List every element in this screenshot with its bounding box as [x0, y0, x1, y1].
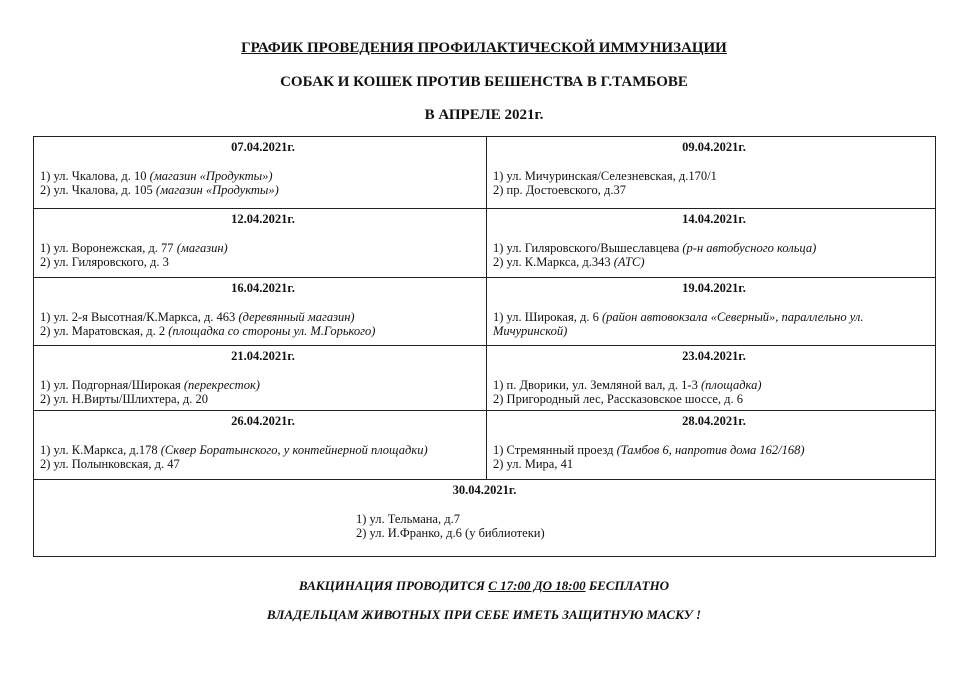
schedule-address: [40, 443, 486, 457]
address-note: (перекресток): [183, 378, 260, 392]
schedule-cell: [34, 278, 487, 346]
address-note: (магазин «Продукты»): [155, 183, 279, 197]
schedule-address: [493, 169, 935, 183]
schedule-date: 21.04.2021г.: [231, 349, 295, 363]
address-note: (деревянный магазин): [238, 310, 355, 324]
document-title: ГРАФИК ПРОВЕДЕНИЯ ПРОФИЛАКТИЧЕСКОЙ ИММУНИЗАЦИИ: [241, 40, 727, 56]
address-text: 2) ул. Чкалова, д. 105: [40, 183, 156, 197]
address-note: (магазин «Продукты»): [149, 169, 273, 183]
address-text: 1) ул. Воронежская, д. 77: [40, 241, 177, 255]
address-text: 2) ул. Гиляровского, д. 3: [40, 255, 169, 269]
schedule-date: 07.04.2021г.: [231, 140, 295, 154]
address-text: 2) Пригородный лес, Рассказовское шоссе, д. 6: [493, 392, 743, 406]
address-text: 1) ул. Чкалова, д. 10: [40, 169, 150, 183]
schedule-address: [493, 392, 935, 406]
schedule-address: [493, 443, 935, 457]
schedule-address: [40, 169, 486, 183]
schedule-date: 30.04.2021г.: [452, 483, 517, 497]
schedule-cell: [34, 209, 487, 278]
address-text: 2) ул. Мира, 41: [493, 457, 574, 471]
address-text: 2) ул. К.Маркса, д.343: [493, 255, 614, 269]
address-text: 2) ул. И.Франко, д.6 (у библиотеки): [356, 526, 545, 540]
document-subtitle: СОБАК И КОШЕК ПРОТИВ БЕШЕНСТВА В Г.ТАМБОВЕ: [280, 74, 688, 90]
address-text: 2) ул. Полынковская, д. 47: [40, 457, 180, 471]
address-note: (площадка со стороны ул. М.Горького): [168, 324, 376, 338]
address-text: 1) ул. Подгорная/Широкая: [40, 378, 184, 392]
schedule-address: [493, 378, 935, 392]
address-note: (площадка): [700, 378, 762, 392]
vaccination-time-note: [0, 578, 968, 594]
address-text: 2) ул. Н.Вирты/Шлихтера, д. 20: [40, 392, 208, 406]
schedule-cell: [487, 209, 936, 278]
schedule-cell: [34, 480, 936, 557]
schedule-address: [356, 512, 935, 526]
schedule-cell: [34, 411, 487, 480]
schedule-address: [40, 392, 486, 406]
address-text: 1) Стремянный проезд: [493, 443, 617, 457]
schedule-address: [493, 241, 935, 255]
schedule-row: [34, 480, 936, 557]
document-month: В АПРЕЛЕ 2021г.: [424, 107, 544, 123]
address-text: 1) ул. 2-я Высотная/К.Маркса, д. 463: [40, 310, 239, 324]
schedule-date: 26.04.2021г.: [231, 414, 295, 428]
schedule-row: [34, 137, 936, 209]
address-text: 1) ул. К.Маркса, д.178: [40, 443, 161, 457]
address-text: 1) ул. Мичуринская/Селезневская, д.170/1: [493, 169, 717, 183]
footer-note-prefix: ВАКЦИНАЦИЯ ПРОВОДИТСЯ: [298, 578, 489, 593]
footer-note-suffix: БЕСПЛАТНО: [585, 578, 670, 593]
schedule-address: [40, 310, 486, 324]
address-text: 2) пр. Достоевского, д.37: [493, 183, 626, 197]
address-text: 1) ул. Тельмана, д.7: [356, 512, 460, 526]
schedule-address: [356, 526, 935, 540]
schedule-row: [34, 411, 936, 480]
schedule-cell: [34, 137, 487, 209]
schedule-date: 09.04.2021г.: [682, 140, 746, 154]
schedule-address: [40, 324, 486, 338]
schedule-address: [493, 324, 935, 338]
mask-note: ВЛАДЕЛЬЦАМ ЖИВОТНЫХ ПРИ СЕБЕ ИМЕТЬ ЗАЩИТНУЮ МАСКУ !: [266, 607, 702, 622]
schedule-address: [493, 255, 935, 269]
schedule-date: 14.04.2021г.: [682, 212, 746, 226]
schedule-address: [493, 457, 935, 471]
address-note: (магазин): [176, 241, 228, 255]
schedule-address: [40, 183, 486, 197]
address-note: (р-н автобусного кольца): [682, 241, 817, 255]
schedule-date: 12.04.2021г.: [231, 212, 295, 226]
schedule-address: [493, 183, 935, 197]
schedule-cell: [34, 346, 487, 411]
schedule-date: 16.04.2021г.: [231, 281, 295, 295]
schedule-row: [34, 209, 936, 278]
schedule-date: 28.04.2021г.: [682, 414, 746, 428]
schedule-address: [40, 457, 486, 471]
schedule-table: [33, 136, 936, 557]
address-note: (район автовокзала «Северный», параллельно ул.: [601, 310, 864, 324]
address-text: 1) ул. Широкая, д. 6: [493, 310, 602, 324]
schedule-date: 23.04.2021г.: [682, 349, 746, 363]
schedule-cell: [487, 346, 936, 411]
schedule-cell: [487, 137, 936, 209]
schedule-address: [40, 241, 486, 255]
schedule-row: [34, 346, 936, 411]
address-note: (Тамбов 6, напротив дома 162/168): [616, 443, 805, 457]
address-text: 1) ул. Гиляровского/Вышеславцева: [493, 241, 683, 255]
schedule-address: [40, 255, 486, 269]
schedule-date: 19.04.2021г.: [682, 281, 746, 295]
vaccination-time: С 17:00 ДО 18:00: [488, 578, 586, 593]
address-note: (АТС): [613, 255, 645, 269]
address-text: 2) ул. Маратовская, д. 2: [40, 324, 169, 338]
address-note: (Сквер Боратынского, у контейнерной площадки): [160, 443, 428, 457]
address-text: 1) п. Дворики, ул. Земляной вал, д. 1-3: [493, 378, 701, 392]
schedule-cell: [487, 411, 936, 480]
schedule-address: [493, 310, 935, 324]
schedule-cell: [487, 278, 936, 346]
schedule-row: [34, 278, 936, 346]
schedule-address: [40, 378, 486, 392]
address-note: Мичуринской): [493, 324, 568, 338]
